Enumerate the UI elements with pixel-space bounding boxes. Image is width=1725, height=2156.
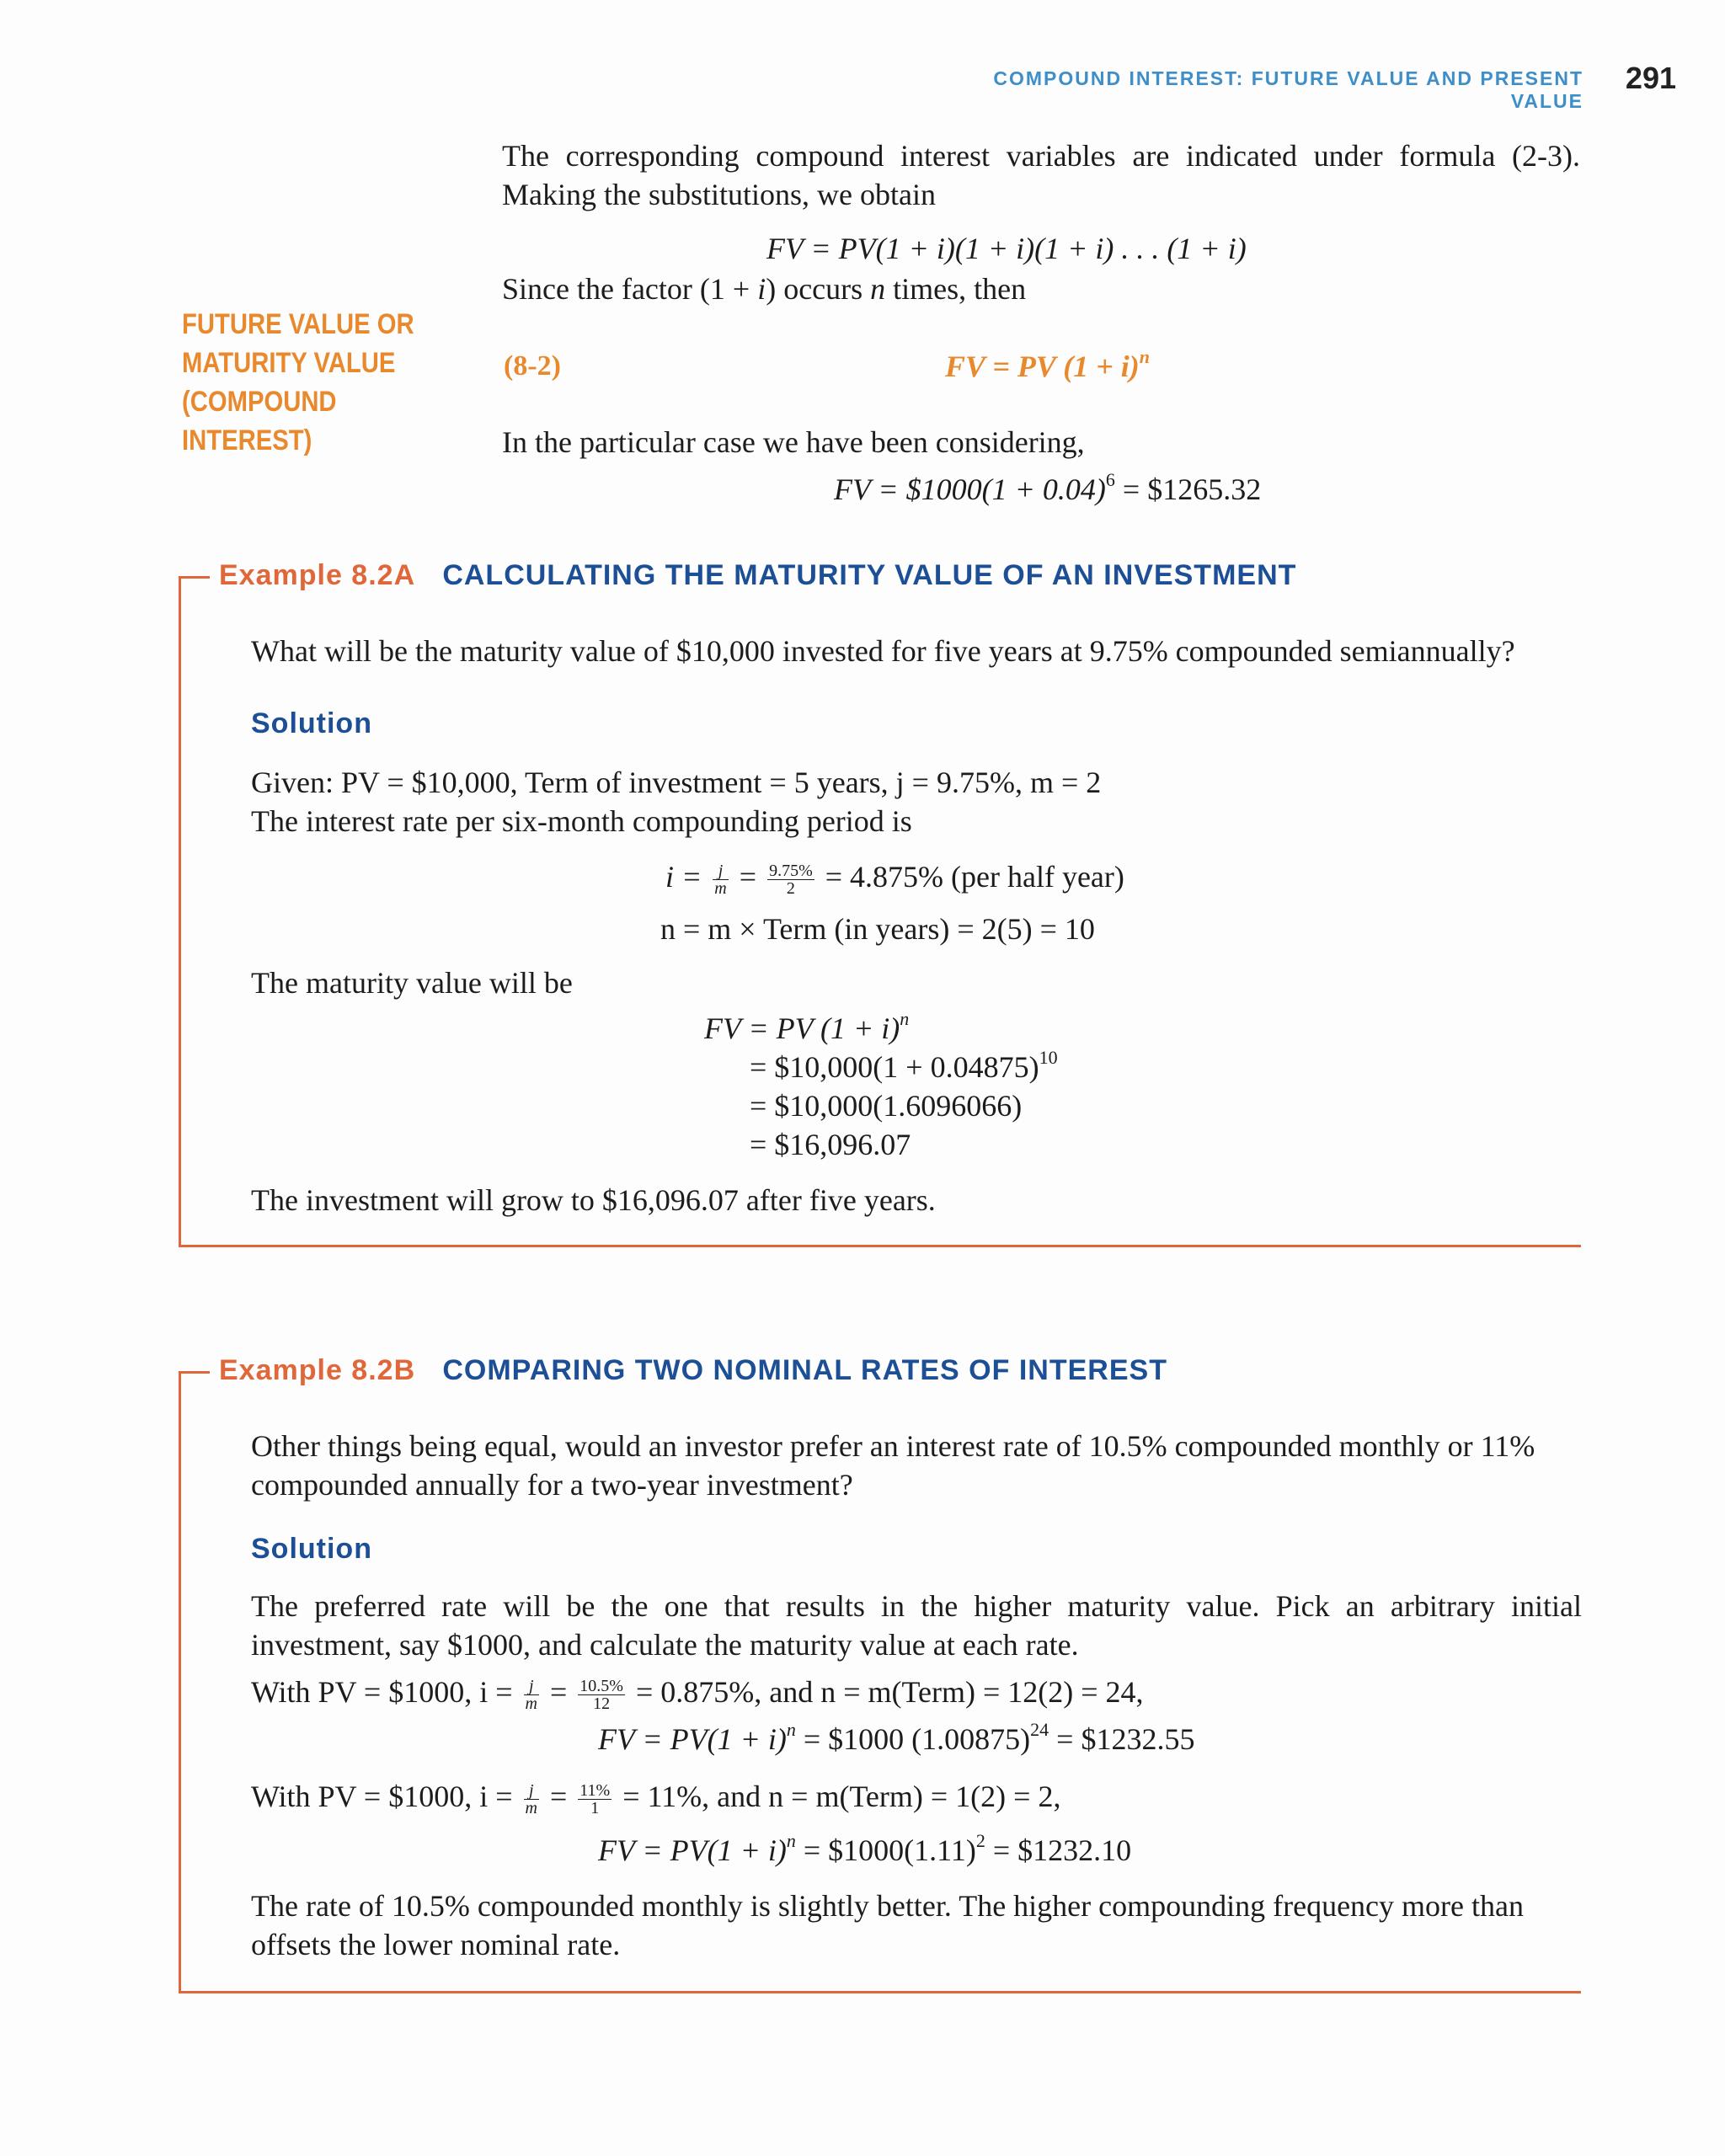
monthly-rate-equation: With PV = $1000, i = $\frac{j}{m}$ = $\frac{10.5\%}{12}$ = 0.875%, and n = m(Term) = 12(2) = 24, [251, 1675, 1144, 1714]
example-b-question: Other things being equal, would an investor prefer an interest rate of 10.5% compounded monthly or 11% compounded annually for a two-year investment? [251, 1429, 1535, 1502]
example-a-question: What will be the maturity value of $10,000 invested for five years at 9.75% compounded semiannually? [251, 634, 1515, 668]
example-rule [181, 1371, 210, 1374]
formula-number: (8-2) [504, 350, 561, 382]
case-sentence: In the particular case we have been considering, [502, 425, 1085, 459]
fv-line-1: FV = PV $(1 + i)^n$ [704, 1008, 910, 1045]
example-a-mv-intro: The maturity value will be [251, 966, 573, 1000]
example-a-conclusion: The investment will grow to $16,096.07 after five years. [251, 1183, 936, 1217]
example-b-conclusion: The rate of 10.5% compounded monthly is slightly better. The higher compounding frequency more than offsets the lower nominal rate. [251, 1889, 1524, 1961]
periodic-rate-equation: i = $\frac{j}{m}$ = $\frac{9.75\%}{2}$ = 4.875% (per half year) [665, 860, 1124, 899]
monthly-fv-equation: FV = $PV(1 + i)^n$ = $1000 $(1.00875)^{24}$ = $1232.55 [598, 1719, 1195, 1756]
example-8-2a-heading [219, 559, 1296, 592]
fv-line-4: = $16,096.07 [750, 1128, 911, 1161]
example-a-given: Given: PV = $10,000, Term of investment = 5 years, j = 9.75%, m = 2 [251, 766, 1102, 799]
intro-paragraph: The corresponding compound interest variables are indicated under formula (2-3). Making the substitutions, we obtain [502, 139, 1580, 211]
example-label: Example 8.2B [219, 1354, 416, 1386]
fv-line-2: = $10,000(1 + 0.04875)$^{10}$ [750, 1047, 1058, 1084]
periods-equation: n = m × Term (in years) = 2(5) = 10 [660, 912, 1095, 946]
example-a-rate-intro: The interest rate per six-month compounding period is [251, 804, 912, 838]
factor-sentence: Since the factor (1 + i) occurs n times, then [502, 272, 1027, 306]
annual-rate-equation: With PV = $1000, i = $\frac{j}{m}$ = $\frac{11\%}{1}$ = 11%, and n = m(Term) = 1(2) = 2, [251, 1780, 1061, 1818]
example-rule [181, 576, 210, 579]
margin-note [182, 305, 457, 460]
page-number: 291 [1625, 61, 1676, 95]
example-b-solution-heading: Solution [251, 1533, 372, 1565]
running-head: COMPOUND INTEREST: FUTURE VALUE AND PRESENT VALUE [993, 67, 1583, 112]
example-title: COMPARING TWO NOMINAL RATES OF INTEREST [442, 1354, 1167, 1386]
margin-note-line: (COMPOUND INTEREST) [182, 386, 337, 456]
expanded-equation: FV = PV(1 + i)(1 + i)(1 + i) . . . (1 + i) [766, 232, 1247, 265]
margin-note-line: MATURITY VALUE [182, 347, 396, 379]
example-title: CALCULATING THE MATURITY VALUE OF AN INVESTMENT [442, 559, 1297, 591]
fv-line-3: = $10,000(1.6096066) [750, 1089, 1023, 1123]
example-b-intro: The preferred rate will be the one that results in the higher maturity value. Pick an arbitrary initial investment, say $1000, and calculate the maturity value at each rate. [251, 1589, 1582, 1662]
margin-note-line: FUTURE VALUE OR [182, 308, 414, 340]
annual-fv-equation: FV = $PV(1 + i)^n$ = $\$1000(1.11)^2$ = $1232.10 [598, 1830, 1132, 1867]
example-a-solution-heading: Solution [251, 707, 372, 739]
example-8-2b-heading [219, 1354, 1167, 1387]
compound-interest-formula: FV = PV $(1 + i)^n$ [945, 346, 1150, 383]
case-equation: FV = $1000(1 + 0.04)$^6$ = $1265.32 [834, 469, 1262, 506]
example-label: Example 8.2A [219, 559, 416, 591]
